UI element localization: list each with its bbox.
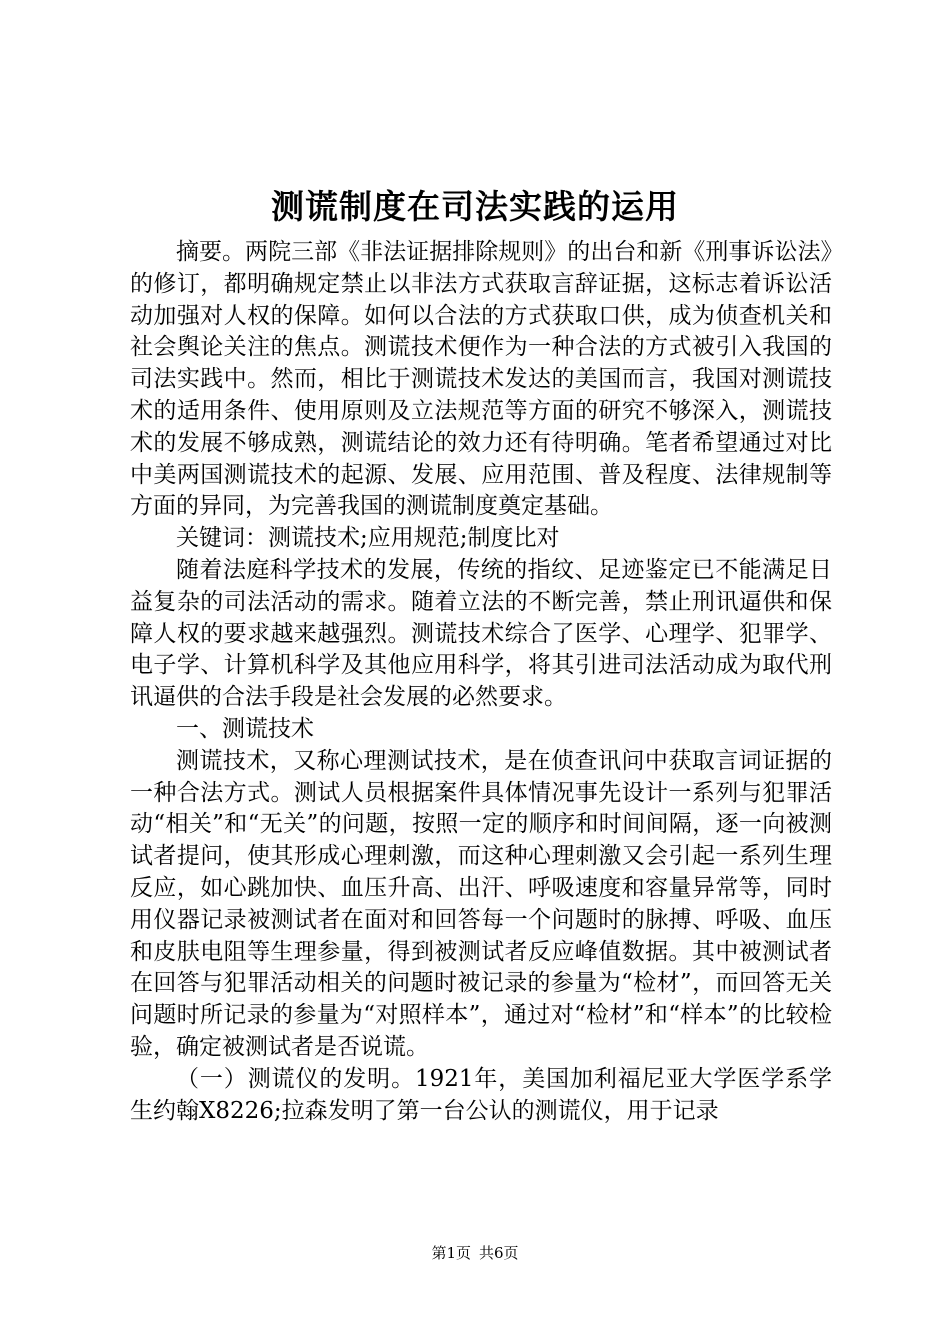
intro-paragraph: 随着法庭科学技术的发展，传统的指纹、足迹鉴定已不能满足日益复杂的司法活动的需求。随着立法的不断完善，禁止刑讯逼供和保障人权的要求越来越强烈。测谎技术综合了医学、心理学、犯罪学、电子学、计算机科学及其他应用科学，将其引进司法活动成为取代刑讯逼供的合法手段是社会发展的必然要求。 [130, 556, 832, 711]
abstract-paragraph: 摘要。两院三部《非法证据排除规则》的出台和新《刑事诉讼法》的修订，都明确规定禁止以非法方式获取言辞证据，这标志着诉讼活动加强对人权的保障。如何以合法的方式获取口供，成为侦查机关和社会舆论关注的焦点。测谎技术便作为一种合法的方式被引入我国的司法实践中。然而，相比于测谎技术发达的美国而言，我国对测谎技术的适用条件、使用原则及立法规范等方面的研究不够深入，测谎技术的发展不够成熟，测谎结论的效力还有待明确。笔者希望通过对比中美两国测谎技术的起源、发展、应用范围、普及程度、法律规制等方面的异同，为完善我国的测谎制度奠定基础。 [130, 239, 832, 520]
document-body [130, 237, 832, 1127]
document-title: 测谎制度在司法实践的运用 [271, 187, 679, 226]
keywords-paragraph: 关键词：测谎技术;应用规范;制度比对 [176, 525, 560, 552]
page-number: 第1页 [431, 1244, 471, 1262]
page-total: 共6页 [479, 1244, 519, 1262]
subsection-paragraph: （一）测谎仪的发明。1921年，美国加利福尼亚大学医学系学生约翰X8226;拉森发明了第一台公认的测谎仪，用于记录 [130, 1065, 832, 1124]
page-footer [0, 1243, 950, 1263]
body-paragraph: 测谎技术，又称心理测试技术，是在侦查讯问中获取言词证据的一种合法方式。测试人员根据案件具体情况事先设计一系列与犯罪活动“相关”和“无关”的问题，按照一定的顺序和时间间隔，逐一向被测试者提问，使其形成心理刺激，而这种心理刺激又会引起一系列生理反应，如心跳加快、血压升高、出汗、呼吸速度和容量异常等，同时用仪器记录被测试者在面对和回答每一个问题时的脉搏、呼吸、血压和皮肤电阻等生理参量，得到被测试者反应峰值数据。其中被测试者在回答与犯罪活动相关的问题时被记录的参量为“检材”，而回答无关问题时所记录的参量为“对照样本”，通过对“检材”和“样本”的比较检验，确定被测试者是否说谎。 [130, 747, 832, 1060]
section-heading: 一、测谎技术 [176, 715, 314, 742]
